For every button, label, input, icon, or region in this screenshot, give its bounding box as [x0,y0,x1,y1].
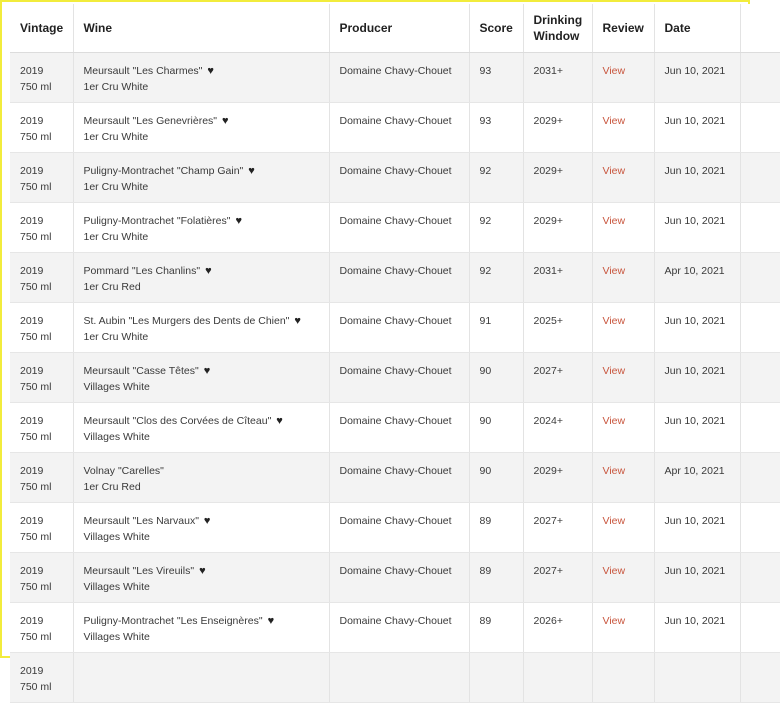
score-value: 93 [479,115,492,127]
wine-name[interactable]: Puligny-Montrachet "Folatières" [83,215,231,227]
vintage-year: 2019 [20,265,44,277]
wine-name[interactable]: Meursault "Les Genevrières" [83,115,218,127]
extra-cell [740,203,780,253]
wine-name[interactable]: Volnay "Carelles" [83,465,164,477]
drinking-window-cell [523,103,592,153]
extra-cell [740,403,780,453]
producer-cell [329,53,469,103]
date-cell [654,503,740,553]
vintage-cell [10,553,73,603]
bottle-size: 750 ml [20,81,52,93]
extra-cell [740,303,780,353]
table-row [10,253,780,303]
heart-icon[interactable]: ♥ [199,565,206,577]
table-row [10,653,780,703]
review-date: Jun 10, 2021 [664,165,726,177]
vintage-year: 2019 [20,465,44,477]
vintage-cell [10,453,73,503]
drinking-window-value: 2031+ [533,265,563,277]
producer-cell [329,303,469,353]
vintage-year: 2019 [20,565,44,577]
review-date: Apr 10, 2021 [664,265,725,277]
view-review-link[interactable]: View [602,565,626,577]
wine-name[interactable]: Meursault "Les Charmes" [83,65,203,77]
wine-classification: Villages White [83,431,150,443]
view-review-link[interactable]: View [602,115,626,127]
view-review-link[interactable]: View [602,215,626,227]
drinking-window-cell [523,553,592,603]
wine-classification: 1er Cru White [83,331,149,343]
vintage-year: 2019 [20,365,44,377]
wine-cell [73,103,329,153]
date-cell [654,603,740,653]
wine-name[interactable]: Meursault "Les Vireuils" [83,565,195,577]
score-cell [469,203,523,253]
header-label: Vintage [20,21,64,35]
wine-cell [73,503,329,553]
review-date: Jun 10, 2021 [664,565,726,577]
score-cell [469,153,523,203]
date-cell [654,303,740,353]
extra-cell [740,353,780,403]
review-date: Apr 10, 2021 [664,465,725,477]
extra-cell [740,253,780,303]
heart-icon[interactable]: ♥ [203,515,211,527]
producer-cell [329,353,469,403]
wine-cell [73,653,329,703]
vintage-cell [10,403,73,453]
table-body [10,53,780,703]
producer-name[interactable]: Domaine Chavy-Chouet [339,365,452,377]
drinking-window-cell [523,653,592,703]
vintage-year: 2019 [20,665,44,677]
column-header-drinking-window[interactable] [523,4,592,53]
header-label: Wine [83,21,113,35]
review-cell [592,303,654,353]
vintage-cell [10,503,73,553]
score-cell [469,403,523,453]
review-cell [592,403,654,453]
heart-icon[interactable]: ♥ [294,315,301,327]
header-label: Score [479,21,513,35]
review-date: Jun 10, 2021 [664,415,726,427]
wine-cell [73,153,329,203]
extra-cell [740,153,780,203]
bottle-size: 750 ml [20,281,52,293]
date-cell [654,253,740,303]
producer-name[interactable]: Domaine Chavy-Chouet [339,415,452,427]
review-cell [592,253,654,303]
wine-cell [73,303,329,353]
extra-cell [740,453,780,503]
wine-cell [73,353,329,403]
vintage-cell [10,103,73,153]
table-row [10,53,780,103]
bottle-size: 750 ml [20,381,52,393]
date-cell [654,153,740,203]
wine-name[interactable]: Meursault "Casse Têtes" [83,365,199,377]
score-cell [469,353,523,403]
table-row [10,453,780,503]
extra-cell [740,553,780,603]
bottle-size: 750 ml [20,181,52,193]
score-value: 92 [479,215,492,227]
date-cell [654,353,740,403]
wine-name[interactable]: Meursault "Clos des Corvées de Cîteau" [83,415,272,427]
drinking-window-cell [523,453,592,503]
vintage-cell [10,253,73,303]
column-header-score[interactable] [469,4,523,53]
header-label: Review [602,21,644,35]
producer-name[interactable]: Domaine Chavy-Chouet [339,465,452,477]
wine-classification: Villages White [83,581,150,593]
drinking-window-value: 2029+ [533,115,563,127]
wine-classification: 1er Cru Red [83,281,141,293]
wine-cell [73,203,329,253]
review-cell [592,53,654,103]
review-cell [592,153,654,203]
score-value: 93 [479,65,492,77]
drinking-window-cell [523,503,592,553]
producer-cell [329,403,469,453]
vintage-cell [10,153,73,203]
drinking-window-value: 2024+ [533,415,563,427]
wine-name[interactable]: Meursault "Les Narvaux" [83,515,199,527]
heart-icon[interactable]: ♥ [276,415,283,427]
review-cell [592,653,654,703]
wine-classification: 1er Cru White [83,231,149,243]
review-date: Jun 10, 2021 [664,315,726,327]
vintage-year: 2019 [20,315,44,327]
date-cell [654,453,740,503]
wine-classification: 1er Cru White [83,81,149,93]
wine-cell [73,603,329,653]
review-date: Jun 10, 2021 [664,115,726,127]
review-date: Jun 10, 2021 [664,615,726,627]
wine-cell [73,53,329,103]
heart-icon[interactable]: ♥ [235,215,242,227]
vintage-year: 2019 [20,115,44,127]
producer-cell [329,103,469,153]
producer-cell [329,553,469,603]
vintage-cell [10,653,73,703]
vintage-cell [10,353,73,403]
extra-cell [740,53,780,103]
column-header-vintage[interactable] [10,4,73,53]
wine-name[interactable]: Pommard "Les Chanlins" [83,265,201,277]
wine-cell [73,553,329,603]
wine-reviews-table [10,4,780,703]
score-value: 92 [479,165,492,177]
vintage-year: 2019 [20,165,44,177]
wine-classification: Villages White [83,381,150,393]
vintage-cell [10,53,73,103]
wine-cell [73,253,329,303]
column-header-wine[interactable] [73,4,329,53]
drinking-window-cell [523,403,592,453]
wine-classification: 1er Cru Red [83,481,141,493]
score-value: 89 [479,565,492,577]
score-value: 90 [479,465,492,477]
bottle-size: 750 ml [20,431,52,443]
producer-cell [329,653,469,703]
review-cell [592,503,654,553]
table-row [10,103,780,153]
score-cell [469,103,523,153]
header-label: Producer [339,21,393,35]
header-label: Date [664,21,691,35]
drinking-window-cell [523,53,592,103]
heart-icon[interactable]: ♥ [267,615,275,627]
heart-icon[interactable]: ♥ [207,65,214,77]
table-row [10,353,780,403]
wine-name[interactable]: St. Aubin "Les Murgers des Dents de Chien" [83,315,290,327]
producer-name[interactable]: Domaine Chavy-Chouet [339,615,452,627]
view-review-link[interactable]: View [602,465,626,477]
wine-cell [73,403,329,453]
vintage-cell [10,203,73,253]
wine-classification: 1er Cru White [83,131,149,143]
bottle-size: 750 ml [20,631,52,643]
review-date: Jun 10, 2021 [664,515,726,527]
heart-icon[interactable]: ♥ [205,265,212,277]
date-cell [654,103,740,153]
drinking-window-value: 2027+ [533,515,563,527]
producer-name[interactable]: Domaine Chavy-Chouet [339,315,452,327]
score-value: 91 [479,315,492,327]
producer-name[interactable]: Domaine Chavy-Chouet [339,65,452,77]
bottle-size: 750 ml [20,581,52,593]
wine-name[interactable]: Puligny-Montrachet "Les Enseignères" [83,615,263,627]
wine-cell [73,453,329,503]
score-cell [469,453,523,503]
view-review-link[interactable]: View [602,365,626,377]
producer-cell [329,203,469,253]
table-row [10,503,780,553]
drinking-window-value: 2025+ [533,315,563,327]
heart-icon[interactable]: ♥ [222,115,229,127]
producer-cell [329,253,469,303]
producer-name[interactable]: Domaine Chavy-Chouet [339,165,452,177]
view-review-link[interactable]: View [602,415,626,427]
drinking-window-value: 2027+ [533,365,563,377]
review-date: Jun 10, 2021 [664,215,726,227]
score-cell [469,53,523,103]
vintage-year: 2019 [20,65,44,77]
heart-icon[interactable]: ♥ [248,165,255,177]
extra-cell [740,653,780,703]
score-cell [469,553,523,603]
producer-name[interactable]: Domaine Chavy-Chouet [339,265,452,277]
review-cell [592,203,654,253]
wine-classification: 1er Cru White [83,181,149,193]
drinking-window-value: 2026+ [533,615,563,627]
producer-cell [329,603,469,653]
bottle-size: 750 ml [20,531,52,543]
date-cell [654,653,740,703]
score-cell [469,653,523,703]
table-row [10,203,780,253]
view-review-link[interactable]: View [602,615,626,627]
extra-cell [740,103,780,153]
date-cell [654,203,740,253]
heart-icon[interactable]: ♥ [203,365,211,377]
score-value: 92 [479,265,492,277]
producer-name[interactable]: Domaine Chavy-Chouet [339,565,452,577]
bottle-size: 750 ml [20,481,52,493]
column-header-date[interactable] [654,4,740,53]
vintage-year: 2019 [20,615,44,627]
producer-cell [329,453,469,503]
producer-name[interactable]: Domaine Chavy-Chouet [339,515,452,527]
drinking-window-cell [523,603,592,653]
drinking-window-value: 2029+ [533,165,563,177]
review-date: Jun 10, 2021 [664,65,726,77]
review-date: Jun 10, 2021 [664,365,726,377]
drinking-window-cell [523,353,592,403]
column-header-producer[interactable] [329,4,469,53]
drinking-window-value: 2029+ [533,215,563,227]
review-cell [592,603,654,653]
bottle-size: 750 ml [20,131,52,143]
score-value: 89 [479,615,492,627]
date-cell [654,403,740,453]
table-row [10,403,780,453]
drinking-window-value: 2029+ [533,465,563,477]
date-cell [654,553,740,603]
vintage-year: 2019 [20,215,44,227]
extra-cell [740,503,780,553]
bottle-size: 750 ml [20,681,52,693]
view-review-link[interactable]: View [602,165,626,177]
bottle-size: 750 ml [20,331,52,343]
review-cell [592,353,654,403]
drinking-window-cell [523,203,592,253]
wine-classification: Villages White [83,531,150,543]
vintage-year: 2019 [20,415,44,427]
drinking-window-cell [523,303,592,353]
wine-name[interactable]: Puligny-Montrachet "Champ Gain" [83,165,244,177]
table-header [10,4,780,53]
score-cell [469,603,523,653]
drinking-window-cell [523,153,592,203]
review-cell [592,453,654,503]
vintage-cell [10,603,73,653]
extra-cell [740,603,780,653]
producer-cell [329,153,469,203]
vintage-cell [10,303,73,353]
producer-cell [329,503,469,553]
header-row [10,4,780,53]
review-cell [592,553,654,603]
header-label: Drinking [533,13,583,27]
view-review-link[interactable]: View [602,265,626,277]
vintage-year: 2019 [20,515,44,527]
score-cell [469,303,523,353]
score-value: 90 [479,365,492,377]
table-row [10,553,780,603]
table-row [10,603,780,653]
view-review-link[interactable]: View [602,515,626,527]
table-row [10,153,780,203]
score-cell [469,503,523,553]
column-header-review[interactable] [592,4,654,53]
view-review-link[interactable]: View [602,65,626,77]
date-cell [654,53,740,103]
drinking-window-cell [523,253,592,303]
column-header-extra [740,4,780,53]
producer-name[interactable]: Domaine Chavy-Chouet [339,215,452,227]
producer-name[interactable]: Domaine Chavy-Chouet [339,115,452,127]
table-row [10,303,780,353]
score-cell [469,253,523,303]
drinking-window-value: 2031+ [533,65,563,77]
header-label: Window [533,29,580,43]
review-cell [592,103,654,153]
drinking-window-value: 2027+ [533,565,563,577]
wine-classification: Villages White [83,631,150,643]
score-value: 90 [479,415,492,427]
bottle-size: 750 ml [20,231,52,243]
score-value: 89 [479,515,492,527]
view-review-link[interactable]: View [602,315,626,327]
